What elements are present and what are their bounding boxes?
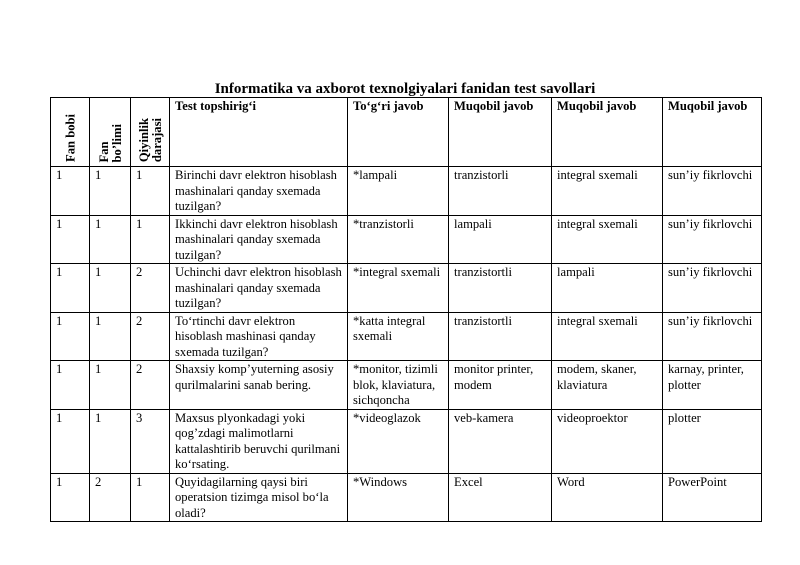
header-alternative-1: Muqobil javob — [449, 98, 552, 167]
header-fan-bolimi — [90, 98, 131, 167]
cell-alternative-2: videoproektor — [552, 409, 663, 473]
cell-fan-bolimi: 2 — [90, 473, 131, 522]
cell-fan-bolimi: 1 — [90, 215, 131, 264]
cell-fan-bobi: 1 — [51, 215, 90, 264]
cell-task: To‘rtinchi davr elektron hisoblash mashinasi qanday sxemada tuzilgan? — [170, 312, 348, 361]
cell-correct-answer: *tranzistorli — [348, 215, 449, 264]
cell-alternative-3: karnay, printer, plotter — [663, 361, 762, 410]
cell-fan-bobi: 1 — [51, 473, 90, 522]
cell-qiyinlik: 2 — [131, 361, 170, 410]
cell-fan-bolimi: 1 — [90, 264, 131, 313]
cell-alternative-2: integral sxemali — [552, 215, 663, 264]
cell-task: Quyidagilarning qaysi biri operatsion tizimga misol bo‘la oladi? — [170, 473, 348, 522]
cell-fan-bobi: 1 — [51, 409, 90, 473]
cell-alternative-3: sun’iy fikrlovchi — [663, 167, 762, 216]
cell-fan-bobi: 1 — [51, 312, 90, 361]
header-fan-bolimi-label: Fan bo’limi — [96, 123, 124, 162]
cell-fan-bolimi: 1 — [90, 312, 131, 361]
header-fan-bobi-label: Fan bobi — [63, 114, 77, 162]
table-row — [51, 312, 762, 361]
document-title: Informatika va axborot texnolgiyalari fanidan test savollari — [214, 81, 596, 97]
cell-correct-answer: *integral sxemali — [348, 264, 449, 313]
table-row — [51, 361, 762, 410]
header-alternative-2: Muqobil javob — [552, 98, 663, 167]
header-alternative-3: Muqobil javob — [663, 98, 762, 167]
cell-fan-bolimi: 1 — [90, 361, 131, 410]
cell-correct-answer: *monitor, tizimli blok, klaviatura, sichqoncha — [348, 361, 449, 410]
table-row — [51, 473, 762, 522]
table-row — [51, 215, 762, 264]
cell-correct-answer: *Windows — [348, 473, 449, 522]
cell-fan-bolimi: 1 — [90, 167, 131, 216]
cell-fan-bobi: 1 — [51, 264, 90, 313]
header-task: Test topshirig‘i — [170, 98, 348, 167]
header-correct-answer: To‘g‘ri javob — [348, 98, 449, 167]
cell-alternative-2: integral sxemali — [552, 167, 663, 216]
cell-qiyinlik: 1 — [131, 167, 170, 216]
cell-alternative-1: tranzistortli — [449, 264, 552, 313]
cell-alternative-3: plotter — [663, 409, 762, 473]
cell-alternative-1: veb-kamera — [449, 409, 552, 473]
cell-task: Uchinchi davr elektron hisoblash mashinalari qanday sxemada tuzilgan? — [170, 264, 348, 313]
cell-fan-bolimi: 1 — [90, 409, 131, 473]
cell-correct-answer: *katta integral sxemali — [348, 312, 449, 361]
cell-alternative-1: tranzistortli — [449, 312, 552, 361]
cell-alternative-3: sun’iy fikrlovchi — [663, 312, 762, 361]
cell-task: Birinchi davr elektron hisoblash mashinalari qanday sxemada tuzilgan? — [170, 167, 348, 216]
header-qiyinlik-darajasi — [131, 98, 170, 167]
cell-alternative-1: lampali — [449, 215, 552, 264]
cell-qiyinlik: 2 — [131, 312, 170, 361]
cell-qiyinlik: 2 — [131, 264, 170, 313]
cell-alternative-2: lampali — [552, 264, 663, 313]
cell-qiyinlik: 3 — [131, 409, 170, 473]
cell-alternative-2: integral sxemali — [552, 312, 663, 361]
cell-alternative-1: tranzistorli — [449, 167, 552, 216]
cell-alternative-1: monitor printer, modem — [449, 361, 552, 410]
cell-alternative-3: sun’iy fikrlovchi — [663, 264, 762, 313]
cell-qiyinlik: 1 — [131, 215, 170, 264]
table-row — [51, 264, 762, 313]
header-qiyinlik-label: Qiyinlik darajasi — [136, 117, 164, 162]
cell-qiyinlik: 1 — [131, 473, 170, 522]
cell-alternative-2: modem, skaner, klaviatura — [552, 361, 663, 410]
cell-fan-bobi: 1 — [51, 361, 90, 410]
cell-alternative-3: PowerPoint — [663, 473, 762, 522]
cell-task: Shaxsiy komp’yuterning asosiy qurilmalarini sanab bering. — [170, 361, 348, 410]
cell-fan-bobi: 1 — [51, 167, 90, 216]
cell-task: Ikkinchi davr elektron hisoblash mashinalari qanday sxemada tuzilgan? — [170, 215, 348, 264]
cell-alternative-3: sun’iy fikrlovchi — [663, 215, 762, 264]
header-fan-bobi — [51, 98, 90, 167]
table-row — [51, 167, 762, 216]
test-questions-table — [50, 97, 762, 522]
cell-alternative-1: Excel — [449, 473, 552, 522]
cell-correct-answer: *videoglazok — [348, 409, 449, 473]
cell-alternative-2: Word — [552, 473, 663, 522]
cell-task: Maxsus plyonkadagi yoki qog’zdagi malimotlarni kattalashtirib beruvchi qurilmani ko‘rsating. — [170, 409, 348, 473]
table-header-row — [51, 98, 762, 167]
cell-correct-answer: *lampali — [348, 167, 449, 216]
table-row — [51, 409, 762, 473]
